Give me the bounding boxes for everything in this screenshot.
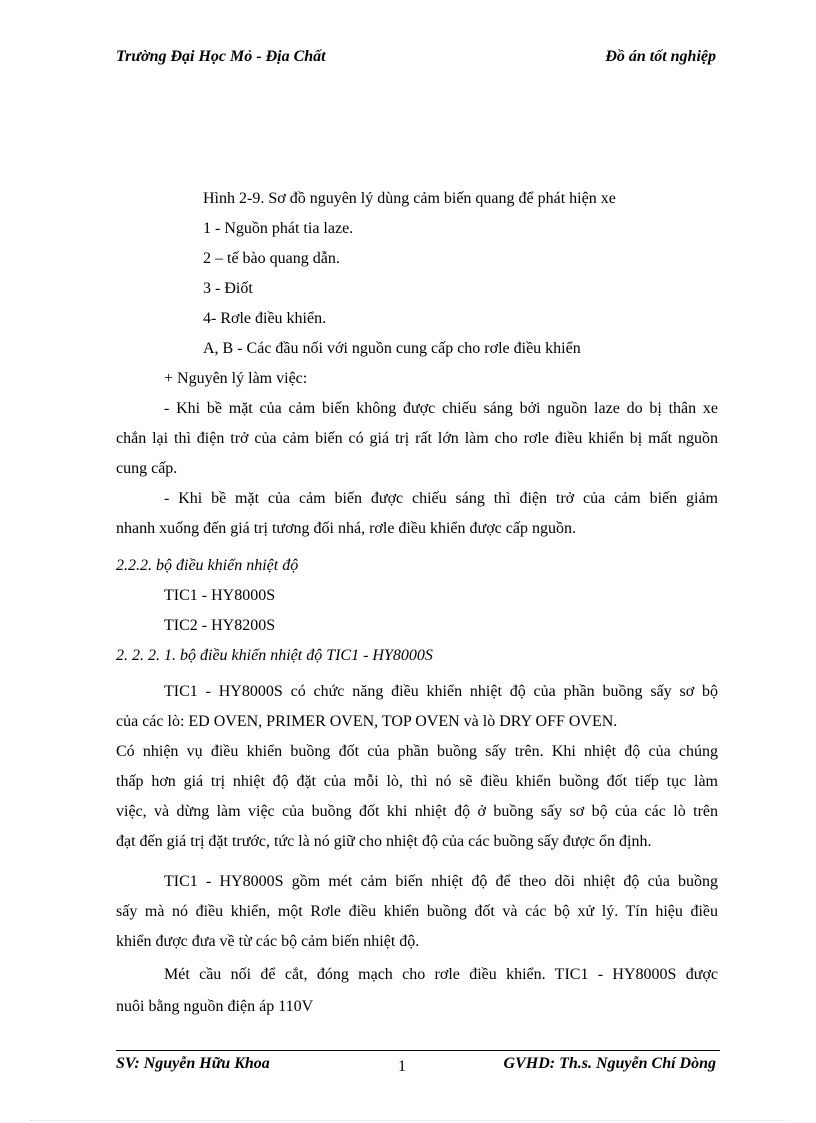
paragraph-line: việc, và dừng làm việc của buồng đốt khi nhiệt độ ở buồng sấy sơ bộ của các lò trên <box>116 803 718 820</box>
footer-student: SV: Nguyễn Hữu Khoa <box>116 1055 270 1072</box>
paragraph-line: nhanh xuống đến giá trị tương đối nhá, rơle điều khiển được cấp nguồn. <box>116 520 576 537</box>
footer-rule <box>116 1050 720 1051</box>
paragraph-line: Có nhiện vụ điều khiển buồng đốt của phần buồng sấy trên. Khi nhiệt độ của chúng <box>116 743 718 760</box>
figure-caption-item: 3 - Điốt <box>203 280 253 297</box>
subsection-heading: 2. 2. 2. 1. bộ điều khiển nhiệt độ TIC1 - HY8000S <box>116 647 433 664</box>
paragraph-line: khiển được đưa về từ các bộ cảm biến nhiệt độ. <box>116 933 420 950</box>
paragraph-line: đạt đến giá trị đặt trước, tức là nó giữ cho nhiệt độ của các buồng sấy được ổn định. <box>116 833 652 850</box>
paragraph-line: TIC1 - HY8000S gồm mét cảm biến nhiệt độ để theo dõi nhiệt độ của buồng <box>164 873 718 890</box>
list-item: TIC2 - HY8200S <box>164 617 276 634</box>
footer-advisor: GVHD: Th.s. Nguyễn Chí Dòng <box>503 1055 716 1072</box>
paragraph-line: của các lò: ED OVEN, PRIMER OVEN, TOP OVEN và lò DRY OFF OVEN. <box>116 713 618 730</box>
header-title: Đồ án tốt nghiệp <box>605 48 716 65</box>
figure-caption-item: A, B - Các đầu nối với nguồn cung cấp cho rơle điều khiển <box>203 340 581 357</box>
paragraph-line: cung cấp. <box>116 460 178 477</box>
header-school: Trường Đại Học Mỏ - Địa Chất <box>116 48 326 65</box>
paragraph-line: nuôi bằng nguồn điện áp 110V <box>116 998 314 1015</box>
paragraph-line: thấp hơn giá trị nhiệt độ đặt của mỗi lò, thì nó sẽ điều khiển buồng đốt tiếp tục làm <box>116 773 718 790</box>
principle-title: + Nguyên lý làm việc: <box>164 370 308 387</box>
paragraph-line: chắn lại thì điện trở của cảm biến có giá trị rất lớn làm cho rơle điều khiển bị mất nguồn <box>116 430 718 447</box>
page-number: 1 <box>398 1058 406 1075</box>
paragraph-line: sấy mà nó điều khiển, một Rơle điều khiển buồng đốt và các bộ xử lý. Tín hiệu điều <box>116 903 718 920</box>
figure-caption-item: 1 - Nguồn phát tia laze. <box>203 220 354 237</box>
page-bottom-border <box>30 1120 786 1121</box>
paragraph-line: Mét cầu nối để cắt, đóng mạch cho rơle điều khiển. TIC1 - HY8000S được <box>164 966 718 983</box>
figure-caption-item: 2 – tế bào quang dẫn. <box>203 250 340 267</box>
list-item: TIC1 - HY8000S <box>164 587 276 604</box>
paragraph-line: TIC1 - HY8000S có chức năng điều khiển nhiệt độ của phần buồng sấy sơ bộ <box>164 683 718 700</box>
paragraph-line: - Khi bề mặt của cảm biến được chiếu sáng thì điện trở của cảm biến giảm <box>164 490 718 507</box>
paragraph-line: - Khi bề mặt của cảm biến không được chiếu sáng bởi nguồn laze do bị thân xe <box>164 400 718 417</box>
section-heading: 2.2.2. bộ điều khiển nhiệt độ <box>116 557 299 574</box>
figure-caption-item: 4- Rơle điều khiển. <box>203 310 327 327</box>
figure-caption-title: Hình 2-9. Sơ đồ nguyên lý dùng cảm biến quang để phát hiện xe <box>203 190 616 207</box>
